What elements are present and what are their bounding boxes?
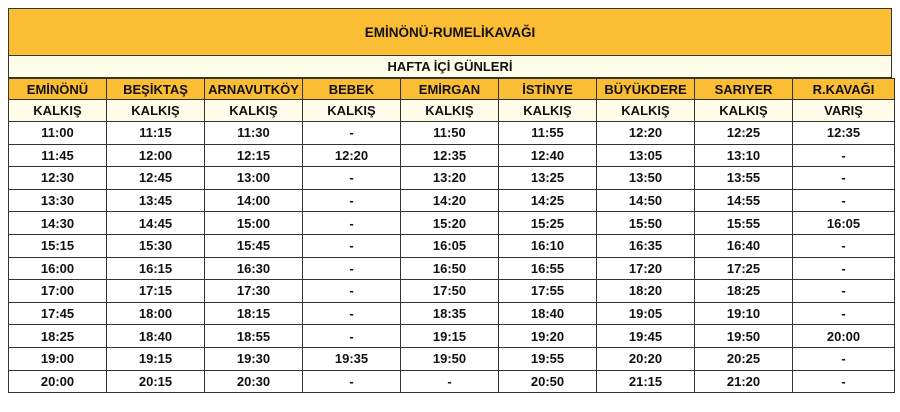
time-cell: 12:40 <box>499 144 597 167</box>
station-header: SARIYER <box>695 79 793 100</box>
time-cell: 17:30 <box>205 280 303 303</box>
schedule-body <box>9 122 895 393</box>
time-cell: 19:35 <box>303 347 401 370</box>
time-cell: 12:20 <box>597 122 695 145</box>
time-cell: 16:00 <box>9 257 107 280</box>
time-cell: 19:00 <box>9 347 107 370</box>
time-cell: 13:30 <box>9 189 107 212</box>
time-cell: 16:35 <box>597 234 695 257</box>
time-cell: 12:15 <box>205 144 303 167</box>
time-cell: 16:15 <box>107 257 205 280</box>
time-cell: 12:20 <box>303 144 401 167</box>
table-row <box>9 189 895 212</box>
time-cell: 14:25 <box>499 189 597 212</box>
time-cell: 16:50 <box>401 257 499 280</box>
time-cell: 15:45 <box>205 234 303 257</box>
time-cell: 17:15 <box>107 280 205 303</box>
time-cell: 18:55 <box>205 325 303 348</box>
time-cell: 14:00 <box>205 189 303 212</box>
time-cell: 20:50 <box>499 370 597 393</box>
table-row <box>9 370 895 393</box>
time-cell: - <box>793 370 895 393</box>
station-header: ARNAVUTKÖY <box>205 79 303 100</box>
time-cell: 20:00 <box>9 370 107 393</box>
time-cell: 19:30 <box>205 347 303 370</box>
time-cell: - <box>303 302 401 325</box>
time-cell: 12:45 <box>107 167 205 190</box>
timetable-sheet <box>8 8 892 393</box>
time-cell: 13:25 <box>499 167 597 190</box>
time-cell: 17:25 <box>695 257 793 280</box>
time-cell: 17:50 <box>401 280 499 303</box>
table-row <box>9 302 895 325</box>
table-row <box>9 325 895 348</box>
time-cell: 19:05 <box>597 302 695 325</box>
time-cell: 19:15 <box>107 347 205 370</box>
time-cell: - <box>793 257 895 280</box>
time-cell: - <box>303 325 401 348</box>
time-cell: - <box>793 167 895 190</box>
time-cell: 20:00 <box>793 325 895 348</box>
time-cell: 12:25 <box>695 122 793 145</box>
table-row <box>9 122 895 145</box>
station-header: İSTİNYE <box>499 79 597 100</box>
station-header: BEŞİKTAŞ <box>107 79 205 100</box>
time-cell: 12:35 <box>401 144 499 167</box>
time-cell: 19:10 <box>695 302 793 325</box>
table-row <box>9 167 895 190</box>
time-cell: - <box>793 234 895 257</box>
time-cell: 18:25 <box>695 280 793 303</box>
time-cell: 14:30 <box>9 212 107 235</box>
time-cell: 16:55 <box>499 257 597 280</box>
time-cell: 16:05 <box>793 212 895 235</box>
time-cell: 19:20 <box>499 325 597 348</box>
time-cell: 14:50 <box>597 189 695 212</box>
time-cell: 15:15 <box>9 234 107 257</box>
time-cell: 20:25 <box>695 347 793 370</box>
time-cell: 16:40 <box>695 234 793 257</box>
time-cell: 18:40 <box>499 302 597 325</box>
time-cell: - <box>793 144 895 167</box>
time-cell: 14:45 <box>107 212 205 235</box>
time-cell: 16:05 <box>401 234 499 257</box>
station-header: R.KAVAĞI <box>793 79 895 100</box>
time-cell: 15:00 <box>205 212 303 235</box>
timetable-subtitle: HAFTA İÇİ GÜNLERİ <box>8 56 892 78</box>
time-cell: 14:20 <box>401 189 499 212</box>
time-cell: 18:15 <box>205 302 303 325</box>
departure-label: KALKIŞ <box>303 100 401 122</box>
time-cell: 11:45 <box>9 144 107 167</box>
table-row <box>9 280 895 303</box>
time-cell: 18:20 <box>597 280 695 303</box>
departure-label: KALKIŞ <box>205 100 303 122</box>
table-row <box>9 144 895 167</box>
time-cell: 11:50 <box>401 122 499 145</box>
time-cell: - <box>303 167 401 190</box>
time-cell: 14:55 <box>695 189 793 212</box>
time-cell: - <box>303 189 401 212</box>
time-cell: - <box>793 189 895 212</box>
departure-label: KALKIŞ <box>695 100 793 122</box>
station-header: EMİRGAN <box>401 79 499 100</box>
time-cell: 15:30 <box>107 234 205 257</box>
time-cell: 19:50 <box>695 325 793 348</box>
station-header-row <box>9 79 895 100</box>
time-cell: 13:00 <box>205 167 303 190</box>
timetable-table <box>8 78 895 393</box>
time-cell: 15:20 <box>401 212 499 235</box>
station-header: BÜYÜKDERE <box>597 79 695 100</box>
departure-label: KALKIŞ <box>597 100 695 122</box>
table-row <box>9 257 895 280</box>
station-header: EMİNÖNÜ <box>9 79 107 100</box>
time-cell: 13:50 <box>597 167 695 190</box>
departure-label-row <box>9 100 895 122</box>
time-cell: 19:45 <box>597 325 695 348</box>
time-cell: - <box>303 122 401 145</box>
time-cell: 16:10 <box>499 234 597 257</box>
time-cell: 15:25 <box>499 212 597 235</box>
time-cell: 21:20 <box>695 370 793 393</box>
time-cell: 11:30 <box>205 122 303 145</box>
table-row <box>9 212 895 235</box>
time-cell: 19:50 <box>401 347 499 370</box>
time-cell: - <box>793 347 895 370</box>
time-cell: 20:15 <box>107 370 205 393</box>
departure-label: KALKIŞ <box>499 100 597 122</box>
time-cell: 18:00 <box>107 302 205 325</box>
time-cell: 18:40 <box>107 325 205 348</box>
station-header: BEBEK <box>303 79 401 100</box>
time-cell: 21:15 <box>597 370 695 393</box>
time-cell: 19:55 <box>499 347 597 370</box>
time-cell: 18:25 <box>9 325 107 348</box>
departure-label: KALKIŞ <box>9 100 107 122</box>
time-cell: 13:10 <box>695 144 793 167</box>
time-cell: 17:55 <box>499 280 597 303</box>
time-cell: - <box>303 280 401 303</box>
time-cell: 17:20 <box>597 257 695 280</box>
time-cell: - <box>303 370 401 393</box>
departure-label: KALKIŞ <box>401 100 499 122</box>
time-cell: - <box>793 280 895 303</box>
departure-label: VARIŞ <box>793 100 895 122</box>
time-cell: 12:00 <box>107 144 205 167</box>
time-cell: 11:15 <box>107 122 205 145</box>
time-cell: 13:55 <box>695 167 793 190</box>
time-cell: 15:55 <box>695 212 793 235</box>
time-cell: 12:35 <box>793 122 895 145</box>
time-cell: - <box>303 234 401 257</box>
table-row <box>9 347 895 370</box>
time-cell: 11:55 <box>499 122 597 145</box>
time-cell: 18:35 <box>401 302 499 325</box>
departure-label: KALKIŞ <box>107 100 205 122</box>
time-cell: 11:00 <box>9 122 107 145</box>
time-cell: 12:30 <box>9 167 107 190</box>
time-cell: 17:45 <box>9 302 107 325</box>
time-cell: 20:30 <box>205 370 303 393</box>
table-row <box>9 234 895 257</box>
time-cell: 19:15 <box>401 325 499 348</box>
time-cell: - <box>793 302 895 325</box>
time-cell: 20:20 <box>597 347 695 370</box>
time-cell: 15:50 <box>597 212 695 235</box>
timetable-title: EMİNÖNÜ-RUMELİKAVAĞI <box>8 8 892 56</box>
time-cell: - <box>401 370 499 393</box>
time-cell: 16:30 <box>205 257 303 280</box>
time-cell: - <box>303 257 401 280</box>
time-cell: - <box>303 212 401 235</box>
time-cell: 13:05 <box>597 144 695 167</box>
time-cell: 13:45 <box>107 189 205 212</box>
time-cell: 13:20 <box>401 167 499 190</box>
time-cell: 17:00 <box>9 280 107 303</box>
